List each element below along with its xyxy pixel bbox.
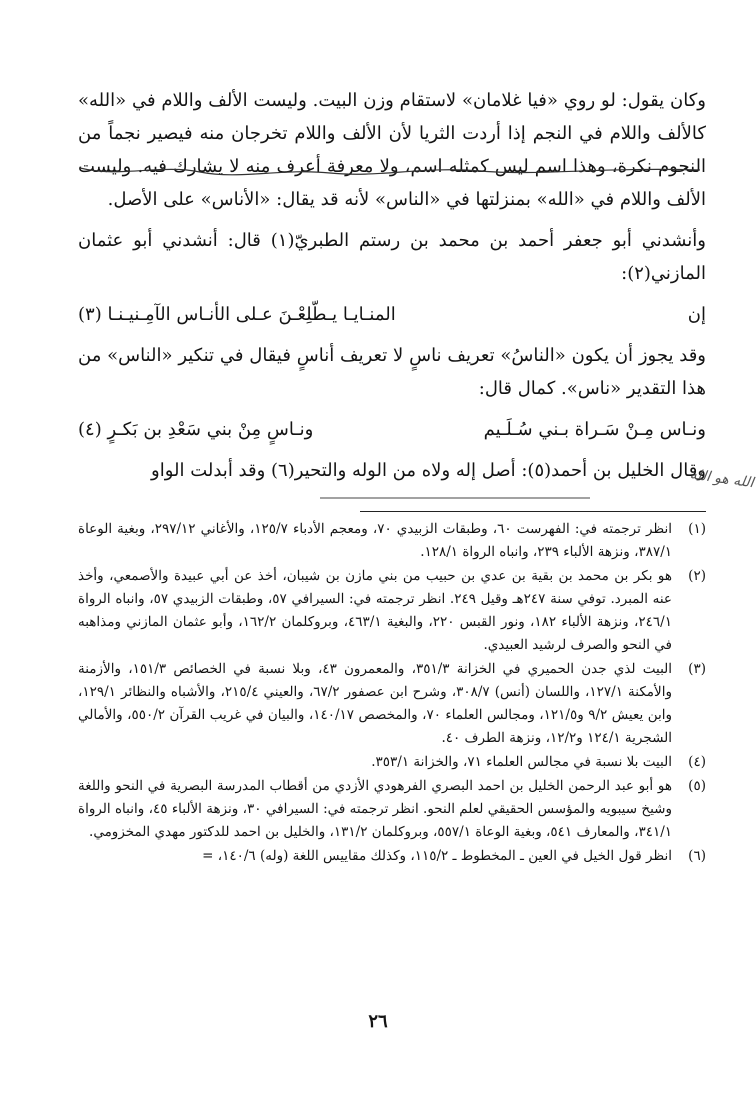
verse-2 [78,413,706,446]
footnote-text: انظر ترجمته في: الفهرست ٦٠، وطبقات الزبيدي ٧٠، ومعجم الأدباء ١٢٥/٧، والأغاني ٢٩٧/١٢، وبغية الوعاة ٣٨٧/١، ونزهة الألباء ٢٣٩، وانباه الرواة ١٢٨/١. [78,521,672,560]
footnote-number: (١) [688,521,706,537]
page-number: ٢٦ [368,1011,388,1032]
footnote-number: (٦) [688,848,706,864]
main-text [78,84,706,495]
verse-1 [78,298,706,331]
footnote-item [78,518,706,564]
handwritten-margin-note: الله هو الله [688,466,755,492]
footnote-number: (٤) [688,754,706,770]
handwritten-underline-wavy [80,164,700,178]
footnote-text: البيت بلا نسبة في مجالس العلماء ٧١، والخزانة ٣٥٣/١. [371,754,672,770]
footnote-number: (٣) [688,661,706,677]
footnote-divider [360,511,706,512]
handwritten-underline [320,493,590,503]
footnote-item [78,845,706,868]
paragraph-1: وكان يقول: لو روي «فيا غلامان» لاستقام وزن البيت. وليست الألف واللام في «الله» كالألف واللام في النجم إذا أردت الثريا لأن الألف واللام تخرجان منه فيصير نجماً من النجوم نكرة، وهذا اسم ليس كمثله اسم، ولا معرفة أعرف منه لا يشارك فيه. وليست الألف واللام في «الله» بمنزلتها في «الناس» لأنه قد يقال: «الأناس» على الأصل. [78,90,706,210]
footnote-item [78,775,706,844]
footnote-number: (٢) [688,568,706,584]
paragraph-3: وقد يجوز أن يكون «الناسُ» تعريف ناسٍ لا تعريف أناسٍ فيقال في تنكير «الناس» من هذا التقدير «ناس». كمال قال: [78,345,706,399]
verse-1-second-hemistich: المنـايـا يـطّلِعْـنَ عـلى الأنـاس الآمِـنيـنـا (٣) [78,304,396,325]
verse-1-first-hemistich: إن [687,304,706,325]
footnote-text: هو بكر بن محمد بن بقية بن عدي بن حبيب من بني مازن بن شيبان، أخذ عن أبي عبيدة والأصمعي، وأخذ عنه المبرد. توفي سنة ٢٤٧هـ وقيل ٢٤٩. انظر ترجمته في: السيرافي ٥٧، وطبقات الزبيدي ٥٧، وانباه الرواة ٢٤٦/١، ونزهة الألباء ١٨٢، ونور القبس ٢٢٠، والبغية ٤٦٣/١، وبروكلمان ١٦٢/٢، وأبو عثمان المازني ومذاهبه في النحو والصرف لرشيد العبيدي. [78,568,672,653]
paragraph-2: وأنشدني أبو جعفر أحمد بن محمد بن رستم الطبريّ(١) قال: أنشدني أبو عثمان المازني(٢): [78,230,707,284]
footnote-text: البيت لذي جدن الحميري في الخزانة ٣٥١/٣، والمعمرون ٤٣، وبلا نسبة في الخصائص ١٥١/٣، والأزمنة والأمكنة ١٢٧/١، واللسان (أنس) ٣٠٨/٧، وشرح ابن عصفور ٦٧/٢، والعيني ٢١٥/٤، والأشباه والنظائر ١٢٩/١، وابن يعيش ٩/٢ و١٢١/٥، ومجالس العلماء ٧٠، والمخصص ١٤٠/١٧، والبيان في غريب القرآن ٥٥٠/٢، والأمالي الشجرية ١٢٤/١ و١٢/٢، ونزهة الطرف ٤٠. [78,661,673,746]
footnotes [78,518,706,869]
verse-2-first-hemistich: ونـاس مِـنْ سَـراة بـني سُـلَـيم [483,419,706,440]
footnote-number: (٥) [688,778,706,794]
footnote-item [78,658,706,750]
footnote-text: انظر قول الخيل في العين ـ المخطوط ـ ١١٥/٢، وكذلك مقاييس اللغة (وله) ١٤٠/٦، = [202,848,672,864]
footnote-text: هو أبو عبد الرحمن الخليل بن احمد البصري الفرهودي الأزدي من أقطاب المدرسة البصرية في النحو واللغة وشيخ سيبويه والمؤسس الحقيقي لعلم النحو. انظر ترجمته في: السيرافي ٣٠، ونزهة الألباء ٤٥، وانباه الرواة ٣٤١/١، والمعارف ٥٤١، وبغية الوعاة ٥٥٧/١، وبروكلمان ١٣١/٢، والخليل بن احمد للدكتور مهدي المخزومي. [78,778,672,840]
verse-2-second-hemistich: ونـاسٍ مِنْ بني سَعْدِ بن بَكـرٍ (٤) [78,419,314,440]
paragraph-4: وقال الخليل بن أحمد(٥): أصل إله ولاه من الوله والتحير(٦) وقد أبدلت الواو [151,460,706,481]
footnote-item [78,751,706,774]
footnote-item [78,565,706,657]
